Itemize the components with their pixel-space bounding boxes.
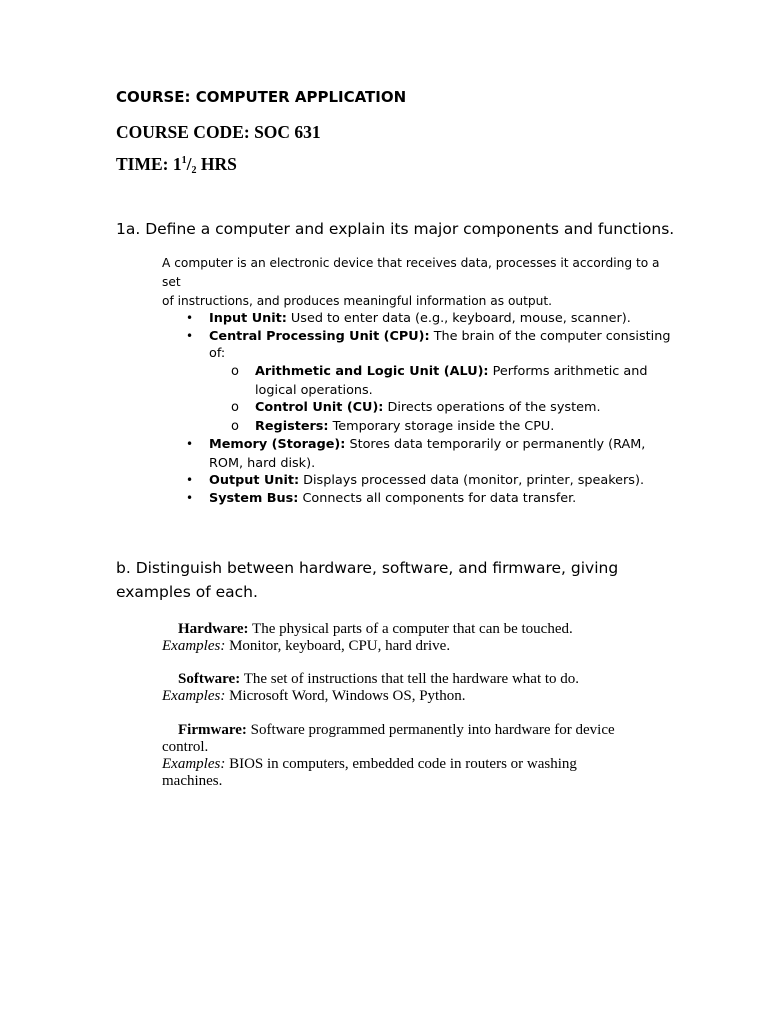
firmware-examples-continued: machines. bbox=[162, 773, 223, 789]
mem-text: Stores data temporarily or permanently (RAM, bbox=[345, 437, 646, 452]
question-1b bbox=[116, 556, 636, 604]
exam-time bbox=[116, 154, 237, 175]
bus-label: System Bus: bbox=[209, 491, 299, 506]
list-item-output-unit bbox=[209, 473, 644, 488]
cpu-text: The brain of the computer consisting bbox=[429, 329, 671, 344]
answer-1a-intro bbox=[162, 254, 662, 311]
firmware-text-continued: control. bbox=[162, 739, 209, 755]
list-item-cu bbox=[255, 400, 601, 415]
software-examples-text: Microsoft Word, Windows OS, Python. bbox=[225, 688, 466, 704]
bullet-icon: • bbox=[186, 473, 194, 487]
alu-text-continued: logical operations. bbox=[255, 383, 373, 398]
list-item-cpu bbox=[209, 329, 670, 344]
examples-label: Examples: bbox=[162, 688, 226, 704]
hardware-text: The physical parts of a computer that can be touched. bbox=[248, 621, 573, 637]
question-1a: 1a. Define a computer and explain its major components and functions. bbox=[116, 220, 675, 238]
hardware-label: Hardware: bbox=[178, 621, 249, 637]
bullet-icon: • bbox=[186, 491, 194, 505]
firmware-definition bbox=[178, 722, 615, 739]
bullet-icon: • bbox=[186, 437, 194, 451]
sub-bullet-icon: o bbox=[231, 364, 239, 379]
list-item-system-bus bbox=[209, 491, 576, 506]
list-item-alu bbox=[255, 364, 647, 379]
course-title: COURSE: COMPUTER APPLICATION bbox=[116, 88, 407, 106]
software-definition bbox=[178, 671, 579, 688]
software-label: Software: bbox=[178, 671, 241, 687]
firmware-examples bbox=[162, 756, 577, 773]
examples-label: Examples: bbox=[162, 638, 226, 654]
time-sub: 2 bbox=[191, 165, 197, 176]
question-1b-line-1: b. Distinguish between hardware, software, and firmware, giving bbox=[116, 559, 619, 577]
software-examples bbox=[162, 688, 465, 705]
bullet-icon: • bbox=[186, 311, 194, 325]
input-text: Used to enter data (e.g., keyboard, mouse, scanner). bbox=[286, 311, 631, 326]
out-text: Displays processed data (monitor, printer, speakers). bbox=[299, 473, 645, 488]
question-1b-line-2: examples of each. bbox=[116, 583, 258, 601]
bullet-icon: • bbox=[186, 329, 194, 343]
software-text: The set of instructions that tell the hardware what to do. bbox=[240, 671, 580, 687]
intro-line-2: of instructions, and produces meaningful information as output. bbox=[162, 294, 553, 308]
hardware-definition bbox=[178, 621, 573, 638]
input-label: Input Unit: bbox=[209, 311, 287, 326]
alu-label: Arithmetic and Logic Unit (ALU): bbox=[255, 364, 489, 379]
cpu-label: Central Processing Unit (CPU): bbox=[209, 329, 430, 344]
cpu-text-continued: of: bbox=[209, 346, 226, 361]
sub-bullet-icon: o bbox=[231, 400, 239, 415]
reg-text: Temporary storage inside the CPU. bbox=[328, 419, 555, 434]
hardware-examples-text: Monitor, keyboard, CPU, hard drive. bbox=[225, 638, 451, 654]
firmware-label: Firmware: bbox=[178, 722, 247, 738]
bus-text: Connects all components for data transfer. bbox=[298, 491, 577, 506]
list-item-memory bbox=[209, 437, 645, 452]
examples-label: Examples: bbox=[162, 756, 226, 772]
mem-label: Memory (Storage): bbox=[209, 437, 346, 452]
out-label: Output Unit: bbox=[209, 473, 300, 488]
hardware-examples bbox=[162, 638, 450, 655]
cu-text: Directs operations of the system. bbox=[383, 400, 601, 415]
firmware-examples-text: BIOS in computers, embedded code in routers or washing bbox=[225, 756, 577, 772]
list-item-registers bbox=[255, 419, 554, 434]
time-sup: 1 bbox=[181, 155, 187, 166]
course-code: COURSE CODE: SOC 631 bbox=[116, 122, 321, 142]
cu-label: Control Unit (CU): bbox=[255, 400, 384, 415]
mem-text-continued: ROM, hard disk). bbox=[209, 456, 316, 471]
time-slash: / bbox=[186, 154, 192, 174]
intro-line-1: A computer is an electronic device that receives data, processes it according to a set bbox=[162, 256, 660, 289]
firmware-text: Software programmed permanently into hardware for device bbox=[246, 722, 615, 738]
reg-label: Registers: bbox=[255, 419, 329, 434]
time-suffix: HRS bbox=[196, 154, 237, 174]
alu-text: Performs arithmetic and bbox=[488, 364, 648, 379]
time-prefix: TIME: 1 bbox=[116, 154, 182, 174]
list-item-input-unit bbox=[209, 311, 631, 326]
sub-bullet-icon: o bbox=[231, 419, 239, 434]
